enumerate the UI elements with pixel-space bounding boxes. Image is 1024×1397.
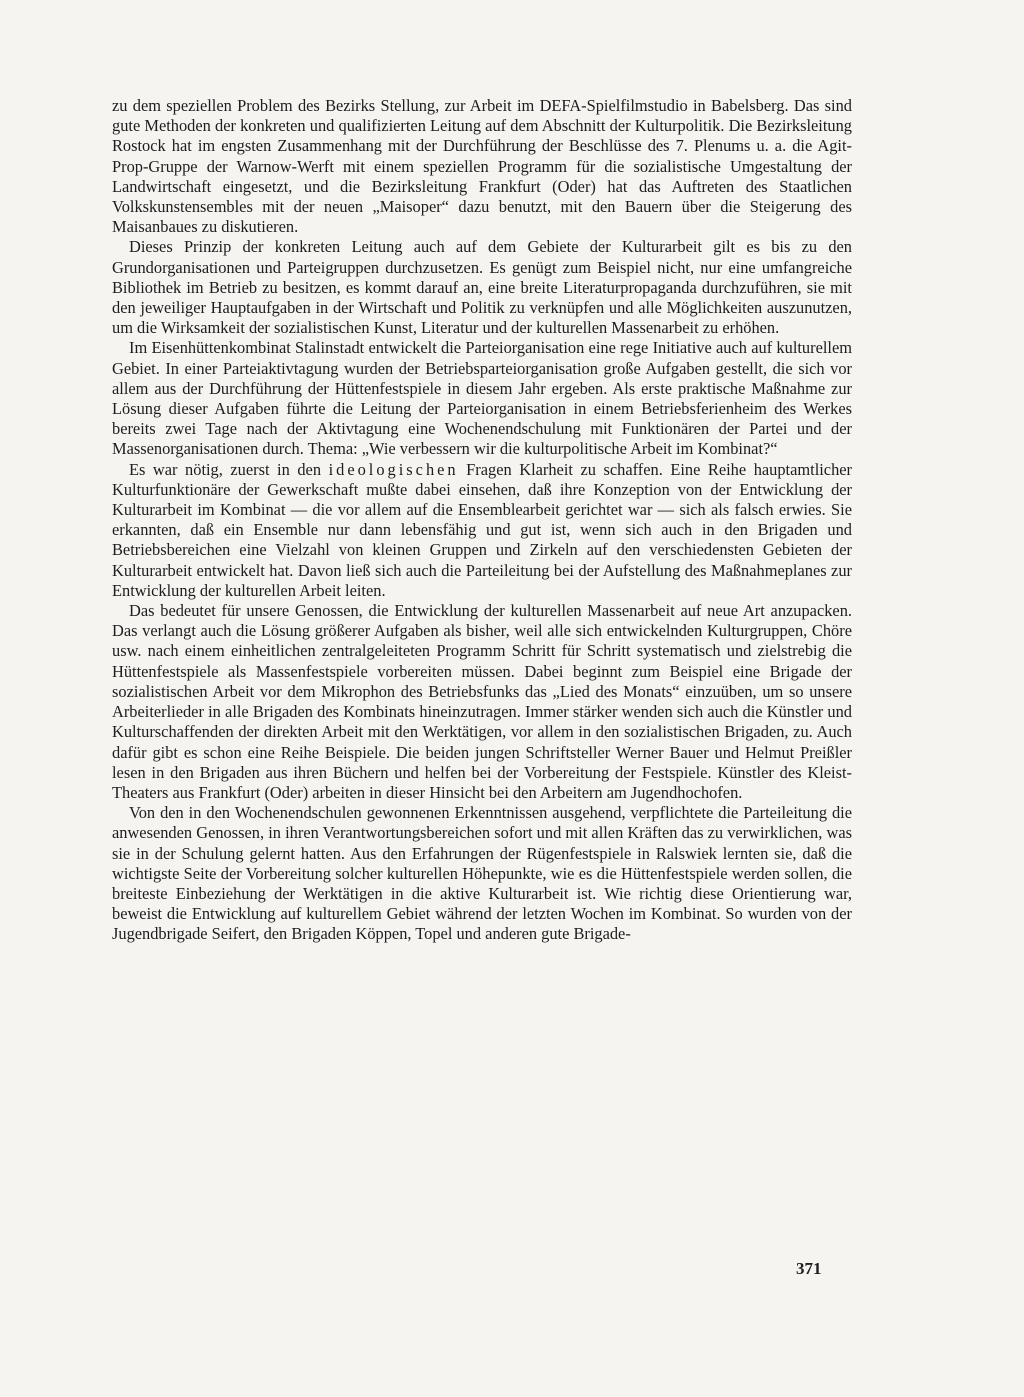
paragraph-6: Von den in den Wochenendschulen gewonnenen Erkenntnissen ausgehend, verpflichtete die Parteileitung die anwesenden Genossen, in ihren Verantwortungsbereichen sofort und mit allen Kräften das zu verwirklichen, was sie in der Schulung gelernt hatten. Aus den Erfahrungen der Rügenfestspiele in Ralswiek lernten sie, daß die wichtigste Seite der Vorbereitung solcher kulturellen Höhepunkte, wie es die Hüttenfestspiele werden sollen, die breiteste Einbeziehung der Werktätigen in die aktive Kulturarbeit ist. Wie richtig diese Orientierung war, beweist die Entwicklung auf kulturellem Gebiet während der letzten Wochen im Kombinat. So wurden von der Jugendbrigade Seifert, den Brigaden Köppen, Topel und anderen gute Brigade- <box>112 803 852 944</box>
page-number: 371 <box>796 1259 822 1278</box>
paragraph-1: zu dem speziellen Problem des Bezirks Stellung, zur Arbeit im DEFA-Spielfilmstudio in Babelsberg. Das sind gute Methoden der konkreten und qualifizierten Leitung auf dem Abschnitt der Kulturpolitik. Die Bezirksleitung Rostock hat im engsten Zusammenhang mit der Durchführung der Beschlüsse des 7. Plenums u. a. die Agit-Prop-Gruppe der Warnow-Werft mit einem speziellen Programm für die sozialistische Umgestaltung der Landwirtschaft eingesetzt, und die Bezirksleitung Frankfurt (Oder) hat das Auftreten des Staatlichen Volkskunstensembles mit der neuen „Maisoper“ dazu benutzt, mit den Bauern über die Steigerung des Maisanbaues zu diskutieren. <box>112 96 852 237</box>
paragraph-5: Das bedeutet für unsere Genossen, die Entwicklung der kulturellen Massenarbeit auf neue Art anzupacken. Das verlangt auch die Lösung größerer Aufgaben als bisher, weil alle sich entwickelnden Kulturgruppen, Chöre usw. nach einem einheitlichen zentralgeleiteten Programm Schritt für Schritt systematisch und zielstrebig die Hüttenfestspiele als Massenfestspiele vorbereiten müssen. Dabei beginnt zum Beispiel eine Brigade der sozialistischen Arbeit vor dem Mikrophon des Betriebsfunks das „Lied des Monats“ einzuüben, um so unsere Arbeiterlieder in alle Brigaden des Kombinats hineinzutragen. Immer stärker wenden sich auch die Künstler und Kulturschaffenden der direkten Arbeit mit den Werktätigen, vor allem in den sozialistischen Brigaden, zu. Auch dafür gibt es schon eine Reihe Beispiele. Die beiden jungen Schriftsteller Werner Bauer und Helmut Preißler lesen in den Brigaden aus ihren Büchern und helfen bei der Vorbereitung der Festspiele. Künstler des Kleist-Theaters aus Frankfurt (Oder) arbeiten in dieser Hinsicht bei den Arbeitern am Jugendhochofen. <box>112 601 852 802</box>
paragraph-4-emphasis: ideologischen <box>328 459 459 479</box>
paragraph-4 <box>112 460 852 601</box>
paragraph-4-start: Es war nötig, zuerst in den <box>129 459 329 479</box>
paragraph-2: Dieses Prinzip der konkreten Leitung auch auf dem Gebiete der Kulturarbeit gilt es bis zu den Grundorganisationen und Parteigruppen durchzusetzen. Es genügt zum Beispiel nicht, nur eine umfangreiche Bibliothek im Betrieb zu besitzen, es kommt darauf an, eine breite Literaturpropaganda durchzuführen, sie mit den jeweiliger Hauptaufgaben in der Wirtschaft und Politik zu verknüpfen und alle Möglichkeiten auszunutzen, um die Wirksamkeit der sozialistischen Kunst, Literatur und der kulturellen Massenarbeit zu erhöhen. <box>112 237 852 338</box>
body-text <box>112 96 852 945</box>
paragraph-3: Im Eisenhüttenkombinat Stalinstadt entwickelt die Parteiorganisation eine rege Initiative auch auf kulturellem Gebiet. In einer Parteiaktivtagung wurden der Betriebsparteiorganisation große Aufgaben gestellt, die sich vor allem aus der Durchführung der Hüttenfestspiele in diesem Jahr ergeben. Als erste praktische Maßnahme zur Lösung dieser Aufgaben führte die Leitung der Parteiorganisation in einem Betriebsferienheim des Werkes bereits zwei Tage nach der Aktivtagung eine Wochenendschulung mit Funktionären der Partei und der Massenorganisationen durch. Thema: „Wie verbessern wir die kulturpolitische Arbeit im Kombinat?“ <box>112 338 852 459</box>
paragraph-4-rest: Fragen Klarheit zu schaffen. Eine Reihe hauptamtlicher Kulturfunktionäre der Gewerkschaft mußte dabei einsehen, daß ihre Konzeption von der Entwicklung der Kulturarbeit im Kombinat — die vor allem auf die Ensemblearbeit gerichtet war — sich als falsch erwies. Sie erkannten, daß ein Ensemble nur dann lebensfähig und gut ist, wenn sich auch in den Brigaden und Betriebsbereichen eine Vielzahl von kleinen Gruppen und Zirkeln auf den verschiedensten Gebieten der Kulturarbeit entwickelt hat. Davon ließ sich auch die Parteileitung bei der Aufstellung des Maßnahmeplanes zur Entwicklung der kulturellen Arbeit leiten. <box>112 459 852 600</box>
